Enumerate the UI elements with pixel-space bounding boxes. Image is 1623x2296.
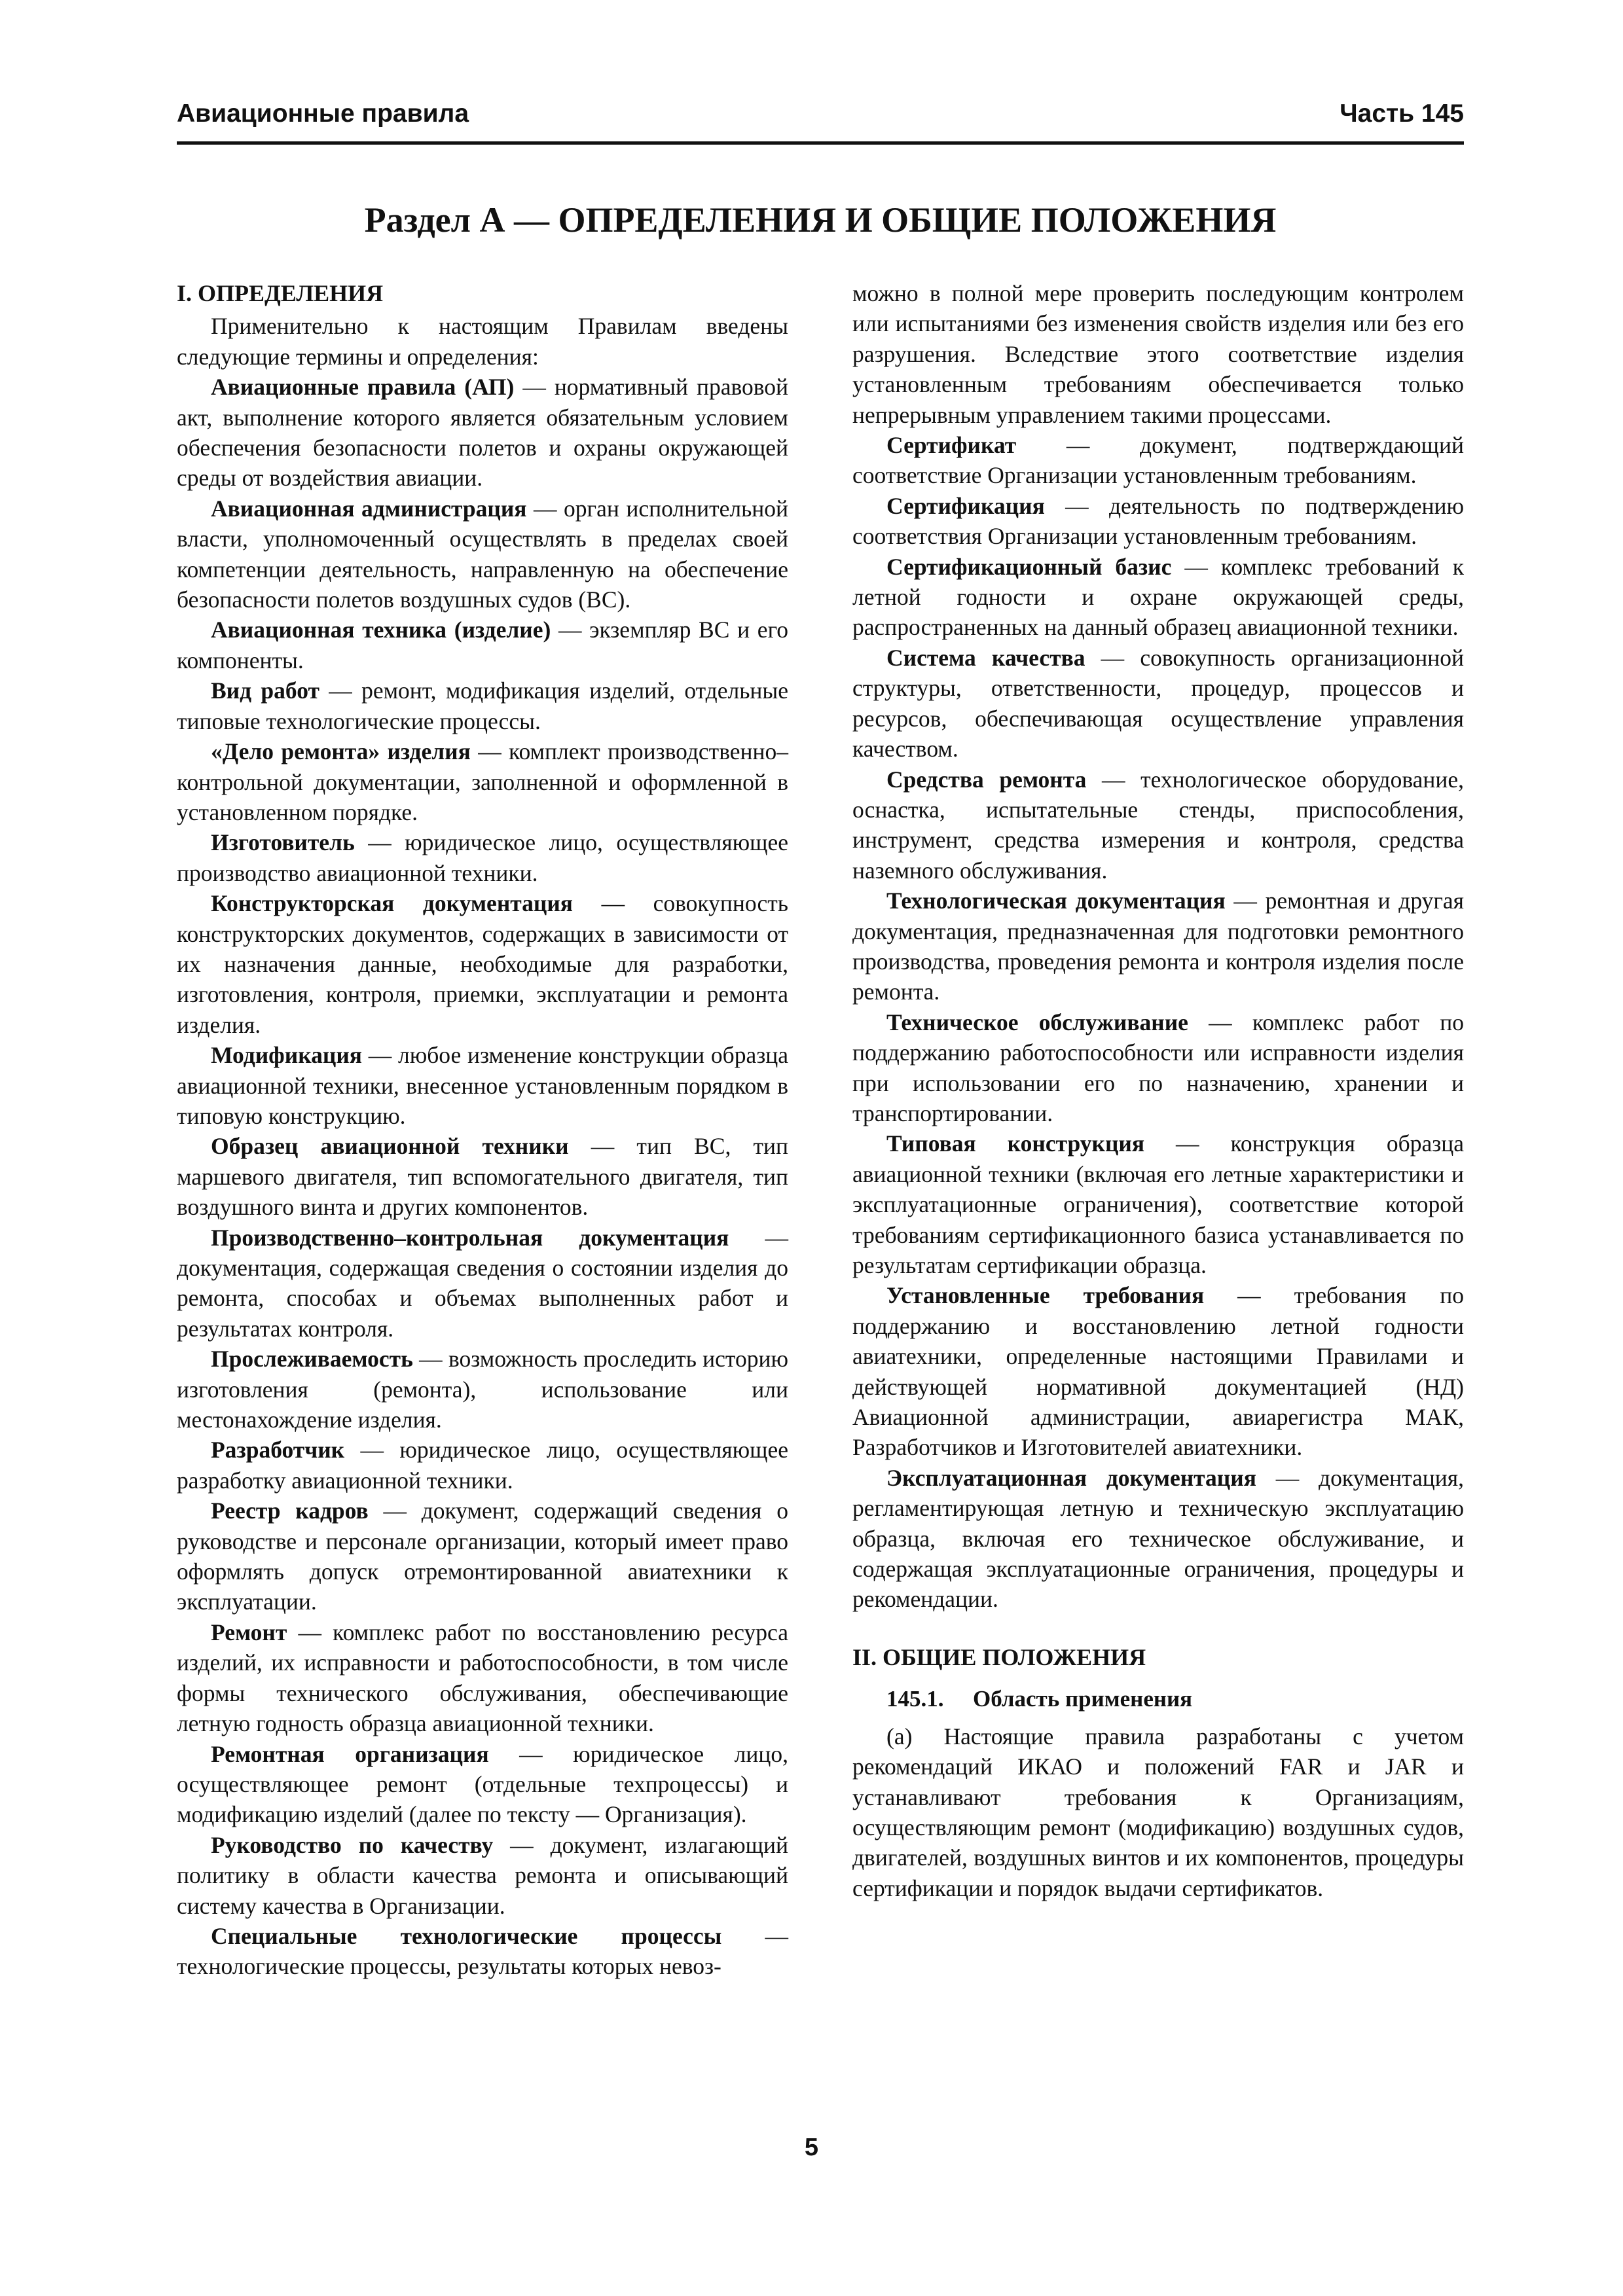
definition-item: Установленные требования — требования по поддержанию и восстановлению летной годности авиатехники, определенные настоящими Правилами и действующей нормативной документацией (НД) Авиационной администрации, авиарегистра МАК, Разработчиков и Изготовителей авиатехники. — [852, 1282, 1464, 1461]
definition-item: «Дело ремонта» изделия — комплект производственно–контрольной документации, заполненной и оформленной в установленном порядке. — [177, 738, 788, 825]
definition-term: Руководство по качеству — [211, 1831, 494, 1858]
definition-item: Руководство по качеству — документ, излагающий политику в области качества ремонта и описывающий систему качества в Организации. — [177, 1831, 788, 1919]
definition-term: Эксплуатационная документация — [886, 1464, 1256, 1491]
subsection-heading — [886, 1684, 1464, 1714]
paragraph-a: (а) Настоящие правила разработаны с учетом рекомендаций ИКАО и положений FAR и JAR и устанавливают требования к Организациям, осуществляющим ремонт (модификацию) воздушных судов, двигателей, воздушных винтов и их компонентов, процедуры сертификации и порядок выдачи сертификатов. — [852, 1723, 1464, 1901]
definition-item: Производственно–контрольная документация — документация, содержащая сведения о состоянии изделия до ремонта, способах и объемах выполненных работ и результатах контроля. — [177, 1224, 788, 1342]
definition-term: Сертификат — [886, 432, 1017, 459]
left-column — [177, 278, 788, 1982]
continued-paragraph: можно в полной мере проверить последующим контролем или испытаниями без изменения свойств изделия или без его разрушения. Вследствие этого соответствие изделия установленным требованиям обеспечивается только непрерывным управлением такими процессами. — [852, 280, 1464, 428]
definition-item: Авиационные правила (АП) — нормативный правовой акт, выполнение которого является обязательным условием обеспечения безопасности полетов и охраны окружающей среды от воздействия авиации. — [177, 374, 788, 492]
definition-item: Авиационная техника (изделие) — экземпляр ВС и его компоненты. — [177, 617, 788, 673]
definition-item: Средства ремонта — технологическое оборудование, оснастка, испытательные стенды, приспособления, инструмент, средства измерения и контроля, средства наземного обслуживания. — [852, 766, 1464, 884]
header-rule — [177, 141, 1464, 145]
definition-item: Технологическая документация — ремонтная и другая документация, предназначенная для подготовки ремонтного производства, проведения ремонта и контроля изделия после ремонта. — [852, 888, 1464, 1005]
definition-term: Специальные технологические процессы — [211, 1922, 722, 1949]
definition-item: Образец авиационной техники — тип ВС, тип маршевого двигателя, тип вспомогательного двигателя, тип воздушного винта и других компонентов. — [177, 1133, 788, 1221]
definition-term: Система качества — [886, 644, 1085, 671]
definition-item: Ремонтная организация — юридическое лицо, осуществляющее ремонт (отдельные техпроцессы) и модификацию изделий (далее по тексту — Организация). — [177, 1740, 788, 1828]
definition-term: Ремонтная организация — [211, 1740, 489, 1767]
running-header — [177, 99, 1464, 139]
definition-term: Вид работ — [211, 677, 319, 704]
definition-term: Реестр кадров — [211, 1498, 369, 1524]
definition-term: Производственно–контрольная документация — [211, 1224, 729, 1251]
definition-item: Вид работ — ремонт, модификация изделий, отдельные типовые технологические процессы. — [177, 677, 788, 734]
definition-term: Сертификация — [886, 492, 1045, 519]
definition-term: «Дело ремонта» изделия — [211, 738, 471, 765]
general-provisions-heading: II. ОБЩИЕ ПОЛОЖЕНИЯ — [852, 1643, 1146, 1670]
definition-item: Ремонт — комплекс работ по восстановлению ресурса изделий, их исправности и работоспособности, в том числе формы технического обслуживания, обеспечивающие летную годность образца авиационной техники. — [177, 1619, 788, 1737]
definition-item: Система качества — совокупность организационной структуры, ответственности, процедур, процессов и ресурсов, обеспечивающая осуществление управления качеством. — [852, 644, 1464, 762]
definition-term: Установленные требования — [886, 1282, 1205, 1309]
definition-term: Модификация — [211, 1042, 362, 1069]
definition-term: Авиационная администрация — [211, 495, 527, 522]
definition-term: Типовая конструкция — [886, 1130, 1145, 1157]
subsection-number: 145.1. — [886, 1686, 944, 1712]
definition-term: Технологическая документация — [886, 888, 1226, 914]
definition-term: Образец авиационной техники — [211, 1133, 569, 1160]
definition-item: Эксплуатационная документация — документация, регламентирующая летную и техническую эксплуатацию образца, включая его техническое обслуживание, и содержащая эксплуатационные ограничения, процедуры и рекомендации. — [852, 1464, 1464, 1613]
definition-term: Изготовитель — [211, 829, 355, 856]
definition-item: Сертификационный базис — комплекс требований к летной годности и охране окружающей среды, распространенных на данный образец авиационной техники. — [852, 553, 1464, 641]
definition-item: Специальные технологические процессы — технологические процессы, результаты которых невоз- — [177, 1922, 789, 1980]
definition-item: Авиационная администрация — орган исполнительной власти, уполномоченный осуществлять в пределах своей компетенции деятельность, направленную на обеспечение безопасности полетов воздушных судов (ВС). — [177, 495, 789, 613]
definition-item: Реестр кадров — документ, содержащий сведения о руководстве и персонале организации, который имеет право оформлять допуск отремонтированной авиатехники к эксплуатации. — [177, 1498, 788, 1615]
definition-item: Прослеживаемость — возможность проследить историю изготовления (ремонта), использование или местонахождение изделия. — [177, 1346, 788, 1433]
definition-term: Авиационная техника (изделие) — [211, 617, 551, 643]
subsection-title: Область применения — [973, 1686, 1193, 1712]
definition-item: Типовая конструкция — конструкция образца авиационной техники (включая его летные характеристики и эксплуатационные ограничения), соответствие которой требованиям сертификационного базиса устанавливается по результатам сертификации образца. — [852, 1130, 1464, 1278]
header-part: Часть 145 — [1340, 99, 1464, 128]
definition-item: Разработчик — юридическое лицо, осуществляющее разработку авиационной техники. — [177, 1437, 788, 1494]
definition-item: Сертификация — деятельность по подтверждению соответствия Организации установленным требованиям. — [852, 492, 1464, 550]
definition-term: Конструкторская документация — [211, 890, 574, 917]
definition-item: Сертификат — документ, подтверждающий соответствие Организации установленным требованиям. — [852, 432, 1464, 489]
definition-term: Сертификационный базис — [886, 553, 1172, 580]
definition-item: Конструкторская документация — совокупность конструкторских документов, содержащих в зависимости от их назначения данные, необходимые для разработки, изготовления, контроля, приемки, эксплуатации и ремонта изделия. — [177, 890, 788, 1038]
definition-item: Техническое обслуживание — комплекс работ по поддержанию работоспособности или исправности изделия при использовании его по назначению, хранении и транспортировании. — [852, 1009, 1465, 1126]
section-title: Раздел А — ОПРЕДЕЛЕНИЯ И ОБЩИЕ ПОЛОЖЕНИЯ — [364, 200, 1277, 240]
right-column — [852, 278, 1464, 1903]
definition-term: Средства ремонта — [886, 766, 1087, 793]
definition-term: Разработчик — [211, 1437, 345, 1463]
definition-item: Изготовитель — юридическое лицо, осуществляющее производство авиационной техники. — [177, 829, 788, 886]
definition-term: Авиационные правила (АП) — [211, 374, 515, 401]
header-title: Авиационные правила — [177, 99, 469, 128]
definition-term: Ремонт — [211, 1619, 287, 1645]
definition-item: Модификация — любое изменение конструкции образца авиационной техники, внесенное установленным порядком в типовую конструкцию. — [177, 1042, 788, 1129]
definition-term: Прослеживаемость — [211, 1346, 413, 1372]
page-number: 5 — [804, 2134, 819, 2161]
definitions-heading: I. ОПРЕДЕЛЕНИЯ — [177, 280, 384, 306]
intro-paragraph: Применительно к настоящим Правилам введены следующие термины и определения: — [177, 313, 788, 370]
definition-term: Техническое обслуживание — [886, 1009, 1188, 1035]
